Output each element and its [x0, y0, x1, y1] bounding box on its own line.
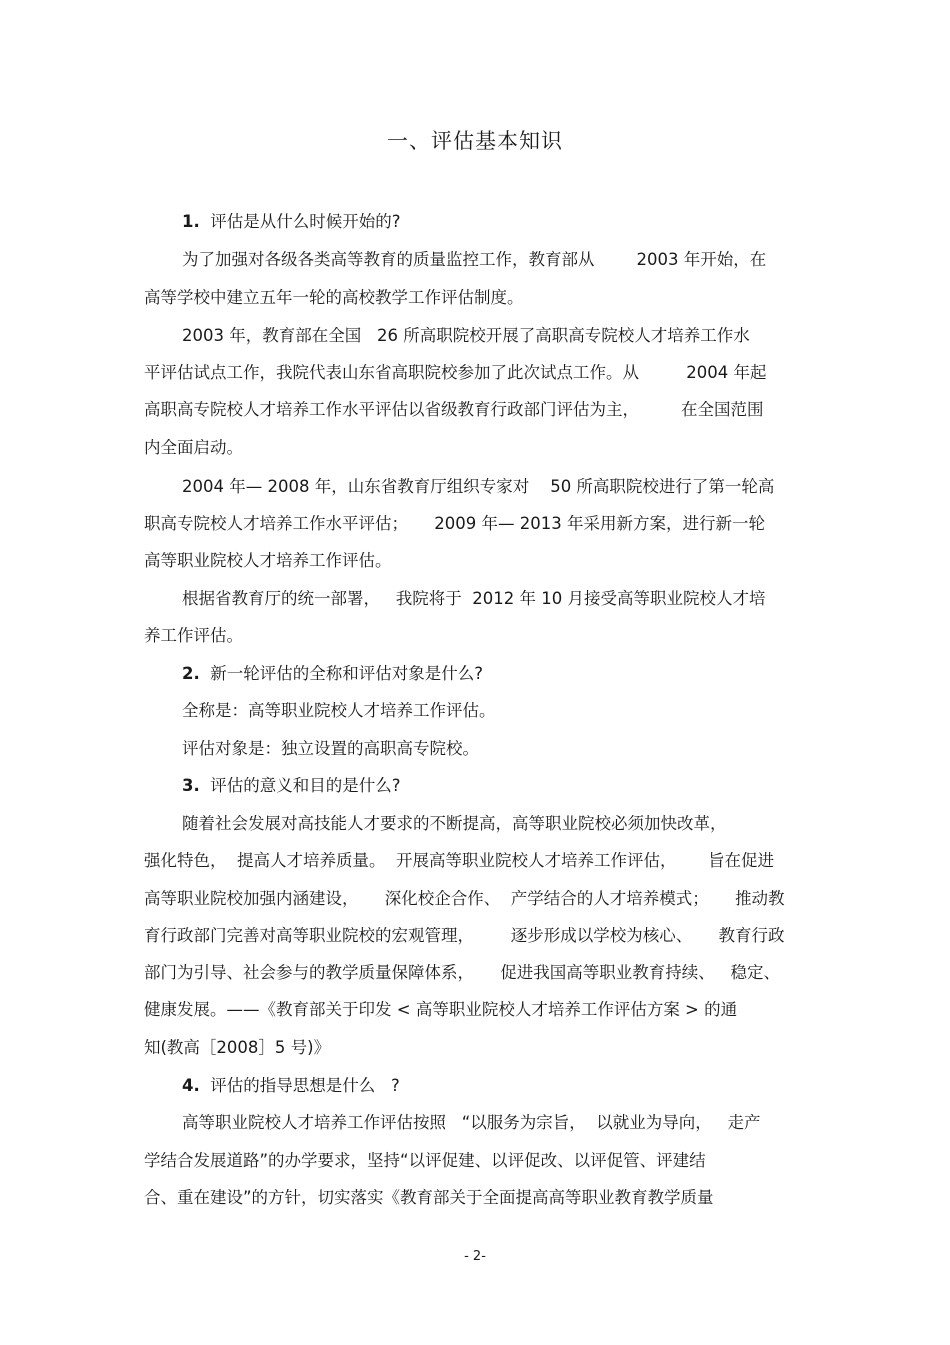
paragraph-line: 知(教高［2008］5 号)》: [144, 1038, 331, 1057]
paragraph-line: 高职高专院校人才培养工作水平评估以省级教育行政部门评估为主， 在全国范围: [144, 400, 764, 419]
question-text: 新一轮评估的全称和评估对象是什么?: [199, 664, 483, 683]
question-heading-3: [182, 774, 852, 798]
paragraph-line: 高等学校中建立五年一轮的高校教学工作评估制度。: [144, 288, 524, 307]
paragraph-line: 高等职业院校人才培养工作评估按照 “以服务为宗旨， 以就业为导向， 走产: [182, 1113, 761, 1132]
paragraph-line: 职高专院校人才培养工作水平评估； 2009 年— 2013 年采用新方案，进行新一轮: [144, 514, 765, 533]
page-number: - 2-: [464, 1249, 486, 1264]
paragraph-line: 强化特色， 提高人才培养质量。 开展高等职业院校人才培养工作评估， 旨在促进: [144, 851, 774, 870]
paragraph-line: 学结合发展道路”的办学要求，坚持“以评促建、以评促改、以评促管、评建结: [144, 1151, 706, 1170]
paragraph-line: 合、重在建设”的方针，切实落实《教育部关于全面提高高等职业教育教学质量: [144, 1188, 714, 1207]
question-text: 评估的指导思想是什么 ?: [199, 1076, 400, 1095]
question-text: 评估的意义和目的是什么?: [199, 776, 401, 795]
question-heading-4: [182, 1074, 852, 1098]
question-number: 4.: [182, 1076, 200, 1095]
paragraph-line: 健康发展。——《教育部关于印发 < 高等职业院校人才培养工作评估方案 > 的通: [144, 1000, 738, 1019]
question-number: 3.: [182, 776, 200, 795]
paragraph-line: 部门为引导、社会参与的教学质量保障体系， 促进我国高等职业教育持续、 稳定、: [144, 963, 780, 982]
paragraph-line: 为了加强对各级各类高等教育的质量监控工作，教育部从 2003 年开始，在: [182, 250, 767, 269]
paragraph-line: 高等职业院校加强内涵建设， 深化校企合作、 产学结合的人才培养模式； 推动教: [144, 889, 785, 908]
paragraph-line: 内全面启动。: [144, 438, 243, 457]
paragraph-line: 2003 年，教育部在全国 26 所高职院校开展了高职高专院校人才培养工作水: [182, 326, 750, 345]
question-number: 2.: [182, 664, 200, 683]
paragraph-line: 平评估试点工作，我院代表山东省高职院校参加了此次试点工作。从 2004 年起: [144, 363, 767, 382]
paragraph-line: 评估对象是：独立设置的高职高专院校。: [182, 739, 479, 758]
question-text: 评估是从什么时候开始的?: [199, 212, 401, 231]
paragraph-line: 育行政部门完善对高等职业院校的宏观管理， 逐步形成以学校为核心、 教育行政: [144, 926, 785, 945]
paragraph-line: 全称是：高等职业院校人才培养工作评估。: [182, 701, 496, 720]
paragraph-line: 随着社会发展对高技能人才要求的不断提高，高等职业院校必须加快改革，: [182, 814, 727, 833]
question-number: 1.: [182, 212, 200, 231]
paragraph-line: 2004 年— 2008 年，山东省教育厅组织专家对 50 所高职院校进行了第一轮高: [182, 477, 775, 496]
question-heading-1: [182, 210, 852, 234]
paragraph-line: 养工作评估。: [144, 626, 243, 645]
page-title: 一、评估基本知识: [387, 129, 563, 153]
paragraph-line: 高等职业院校人才培养工作评估。: [144, 551, 392, 570]
paragraph-line: 根据省教育厅的统一部署， 我院将于 2012 年 10 月接受高等职业院校人才培: [182, 589, 766, 608]
question-heading-2: [182, 662, 852, 686]
